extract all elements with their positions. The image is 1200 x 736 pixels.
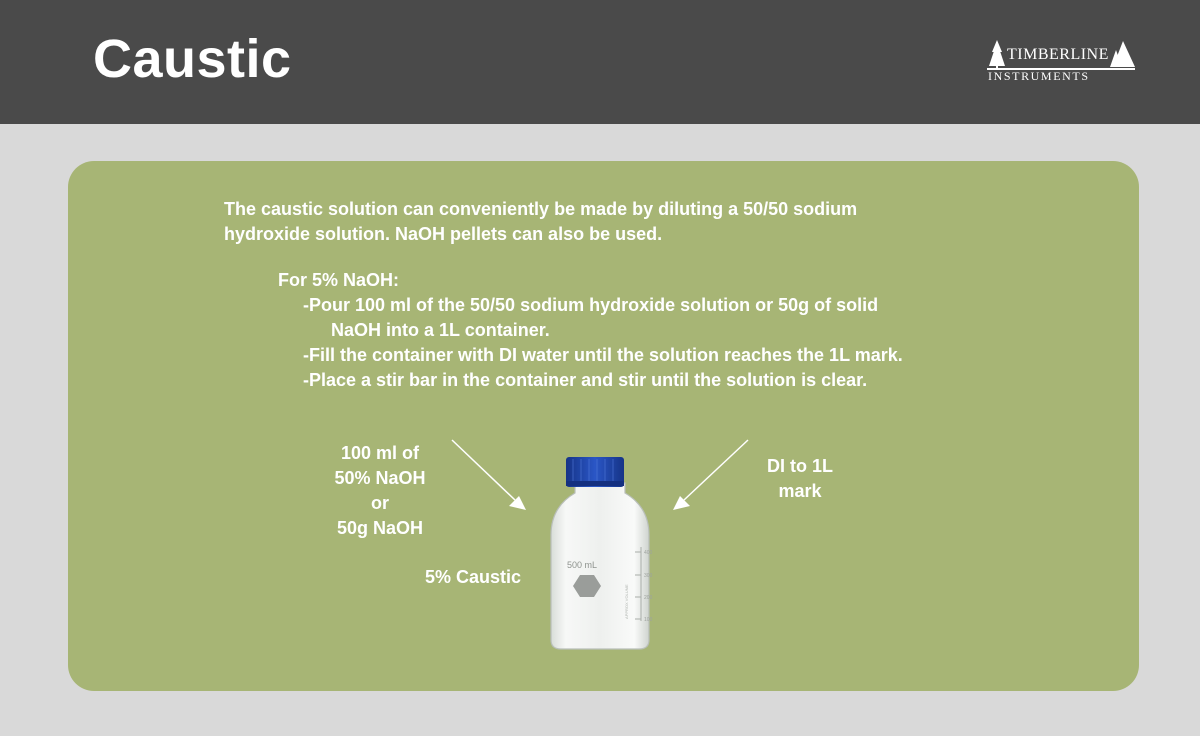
- bottle-caption: 5% Caustic: [425, 567, 522, 587]
- graduation-label: 300: [644, 573, 653, 579]
- step-1-line-1: -Pour 100 ml of the 50/50 sodium hydroxide solution or 50g of solid: [303, 295, 879, 315]
- timberline-logo: [985, 38, 1137, 86]
- recipe-heading: For 5% NaOH:: [278, 270, 400, 290]
- left-label-line: 100 ml of: [340, 443, 420, 463]
- bottle-icon: [545, 455, 655, 655]
- page-title: Caustic: [93, 29, 292, 89]
- left-label: [320, 441, 440, 541]
- header-bar: [0, 0, 1200, 124]
- left-label-line: 50% NaOH: [334, 468, 426, 488]
- logo-text-timberline: TIMBERLINE: [1007, 46, 1109, 63]
- graduation-label: 200: [644, 595, 653, 601]
- graduation-label: 400: [644, 550, 653, 556]
- step-1-line-2: NaOH into a 1L container.: [331, 320, 550, 340]
- step-2: -Fill the container with DI water until the solution reaches the 1L mark.: [303, 345, 903, 365]
- right-label-line: mark: [778, 481, 822, 501]
- bottle-side-text: APPROX VOLUME: [624, 584, 629, 619]
- bottle-volume-print: 500 mL: [567, 560, 598, 570]
- logo-text-instruments: INSTRUMENTS: [988, 69, 1090, 83]
- graduation-label: 100: [644, 617, 653, 623]
- intro-line-1: The caustic solution can conveniently be made by diluting a 50/50 sodium: [224, 199, 858, 219]
- right-label-line: DI to 1L: [767, 456, 833, 476]
- right-label: [750, 454, 850, 504]
- left-label-line: 50g NaOH: [336, 518, 424, 538]
- intro-line-2: hydroxide solution. NaOH pellets can also be used.: [224, 224, 663, 244]
- step-3: -Place a stir bar in the container and stir until the solution is clear.: [303, 370, 868, 390]
- left-label-line: or: [371, 493, 389, 513]
